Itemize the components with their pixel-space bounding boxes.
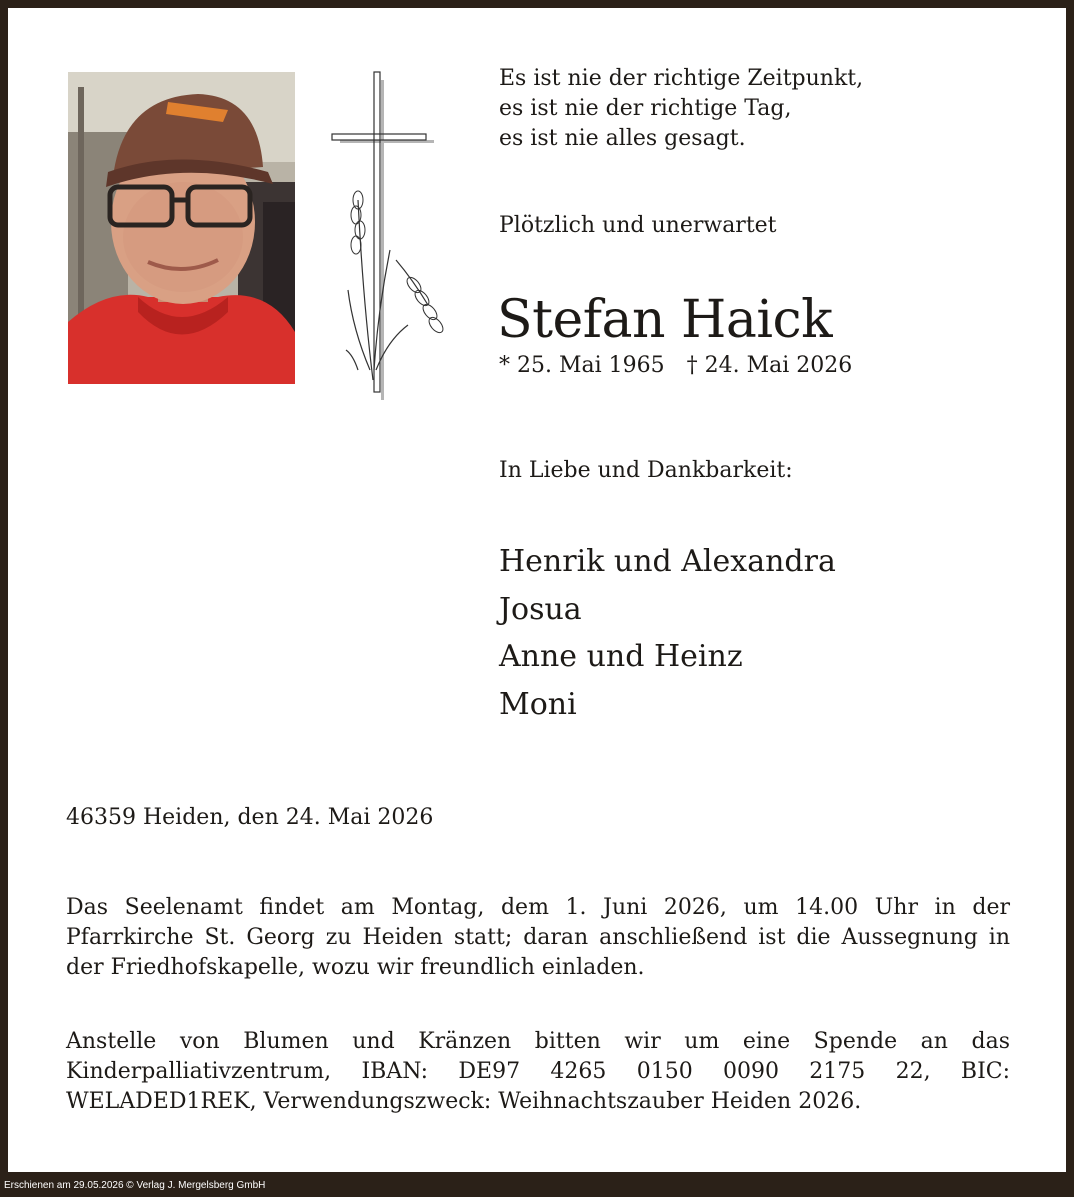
service-paragraph: Das Seelenamt findet am Montag, dem 1. Juni 2026, um 14.00 Uhr in der Pfarrkirche St. Georg zu Heiden statt; daran anschließend ist die Aussegnung in der Friedhofskapelle, wozu wir freundlich einladen.: [66, 895, 1010, 980]
place-date: 46359 Heiden, den 24. Mai 2026: [66, 805, 434, 830]
death-date: † 24. Mai 2026: [686, 353, 853, 378]
mourner-name: Moni: [499, 686, 577, 722]
portrait-illustration: [68, 72, 295, 384]
verse-line: Es ist nie der richtige Zeitpunkt,: [499, 66, 864, 91]
mourner-name: Anne und Heinz: [499, 639, 743, 674]
mourner-name: Henrik und Alexandra: [499, 544, 836, 579]
verse-line: es ist nie alles gesagt.: [499, 126, 746, 151]
mourner-name: Josua: [499, 591, 582, 627]
donation-paragraph: Anstelle von Blumen und Kränzen bitten wir um eine Spende an das Kinderpalliativzentrum, IBAN: DE97 4265 0150 0090 2175 22, BIC: WELADED1REK, Verwendungszweck: Weihnachtszauber Heiden 2026.: [66, 1029, 1010, 1114]
portrait-photo: [68, 72, 295, 384]
verse-line: es ist nie der richtige Tag,: [499, 96, 792, 121]
birth-date: * 25. Mai 1965: [499, 353, 665, 378]
obituary-card: [8, 8, 1066, 1172]
thanks-line: In Liebe und Dankbarkeit:: [499, 458, 793, 483]
publication-footer: Erschienen am 29.05.2026 © Verlag J. Mergelsberg GmbH: [4, 1180, 266, 1191]
deceased-name: Stefan Haick: [497, 290, 833, 350]
cross-with-wheat-icon: [318, 70, 448, 400]
mourners-list: [499, 538, 836, 728]
verse: [499, 64, 863, 154]
life-dates: [499, 353, 852, 378]
intro-text: Plötzlich und unerwartet: [499, 213, 777, 238]
